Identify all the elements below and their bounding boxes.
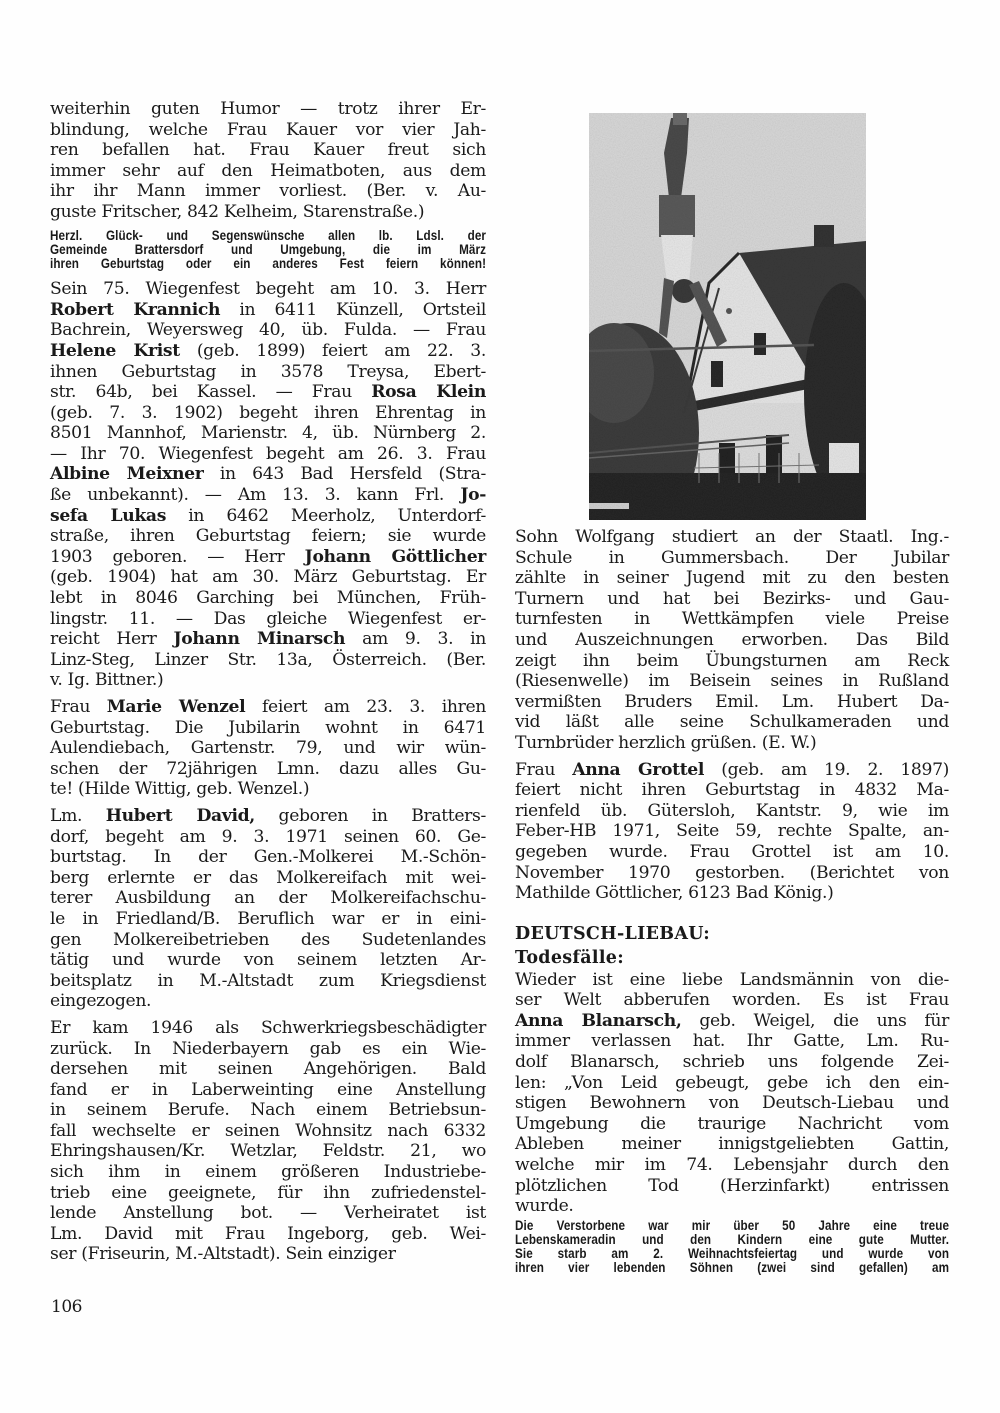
text-line: und Auszeichnungen erworben. Das Bild: [515, 629, 949, 650]
text-line: [50, 991, 486, 1012]
text-line: [515, 863, 949, 884]
text-line: Er kam 1946 als Schwerkriegsbeschädigter: [50, 1017, 486, 1038]
text-run: le in Friedland/B. Beruflich war er in eini-: [50, 908, 486, 929]
paragraph-hubert-david-continued: [50, 1018, 486, 1265]
section-heading-deutsch-liebau: DEUTSCH-LIEBAU:: [515, 923, 710, 944]
person-name-bold: Rosa Klein: [371, 382, 486, 403]
photo-image-icon: [589, 113, 866, 520]
text-run: gen Molkereibetrieben des Sudetenlandes: [50, 929, 486, 950]
text-run: ser Welt abberufen worden. Es ist Frau: [515, 990, 949, 1011]
text-line: fand er in Laberweinting eine Anstellung: [50, 1079, 486, 1100]
text-line: [50, 868, 486, 889]
text-line: guste Fritscher, 842 Kelheim, Starenstraße.): [50, 201, 425, 222]
text-run: Linz-Steg, Linzer Str. 13a, Österreich. (Ber.: [50, 649, 486, 670]
text-line: Sohn Wolfgang studiert an der Staatl. Ing.-: [515, 527, 949, 547]
text-line: [50, 909, 486, 930]
text-line: [50, 485, 486, 506]
text-line: [50, 423, 486, 444]
text-run: immer verlassen hat. Ihr Gatte, Lm. Ru-: [515, 1031, 949, 1052]
text-line: [50, 718, 486, 739]
text-run: Wieder ist eine liebe Landsmännin von die-: [515, 969, 949, 990]
paragraph-anna-grottel: [515, 760, 949, 904]
text-line: [50, 779, 486, 800]
text-line: [50, 444, 486, 465]
text-line: ren befallen hat. Frau Kauer freut sich: [50, 140, 486, 161]
text-line: [515, 883, 949, 904]
text-run: dolf Blanarsch, schrieb uns folgende Zei-: [515, 1052, 949, 1073]
text-line: fall wechselte er seinen Wohnsitz nach 6332: [50, 1120, 486, 1141]
text-line: [515, 821, 949, 842]
paragraph-son-wolfgang: [515, 527, 949, 754]
person-name-bold: Helene Krist: [50, 340, 180, 361]
text-run: (geb. 1904) hat am 30. März Geburtstag. Er: [50, 567, 486, 588]
paragraph-hubert-david: [50, 806, 486, 1012]
text-line: [50, 547, 486, 568]
text-run: feiert nicht ihren Geburtstag in 4832 Ma-: [515, 780, 949, 801]
paragraph-birthdays-list: [50, 279, 486, 691]
text-run: rienfeld üb. Gütersloh, Kantstr. 9, wie im: [515, 800, 949, 821]
text-line: [50, 847, 486, 868]
text-run: (geb. 7. 3. 1902) begeht ihren Ehrentag in: [50, 402, 486, 423]
text-run: — Ihr 70. Wiegenfest begeht am 26. 3. Frau: [50, 443, 486, 464]
text-run: am 9. 3. in: [345, 629, 487, 650]
text-line: [50, 464, 486, 485]
text-run: plötzlichen Tod (Herzinfarkt) entrissen: [515, 1175, 949, 1196]
text-line: ihr ihr Mann immer vorliest. (Ber. v. Au-: [50, 181, 486, 202]
text-line: [515, 760, 949, 781]
text-line: [50, 506, 486, 527]
text-line: immer sehr auf den Heimatboten, aus dem: [50, 160, 486, 181]
subsection-heading-todesfaelle: Todesfälle:: [515, 947, 624, 968]
text-run: Bachrein, Weyersweg 40, üb. Fulda. — Frau: [50, 320, 486, 341]
text-line: [50, 650, 486, 671]
text-line: [50, 382, 486, 403]
text-run: 8501 Mannhof, Marienstr. 4, üb. Nürnberg 2.: [50, 423, 486, 444]
text-run: lebt in 8046 Garching bei München, Früh-: [50, 588, 486, 609]
text-line: vermißten Bruders Emil. Lm. Hubert Da-: [515, 691, 949, 712]
left-column: [50, 99, 486, 1271]
text-run: berg erlernte er das Molkereifach mit wei-: [50, 867, 486, 888]
text-line: Herzl. Glück- und Segenswünsche allen lb. Ldsl. der: [50, 227, 487, 243]
text-run: November 1970 gestorben. (Berichtet von: [515, 862, 949, 883]
text-line: weiterhin guten Humor — trotz ihrer Er-: [50, 99, 486, 119]
text-run: reicht Herr: [50, 629, 174, 650]
text-line: Turnern und hat bei Bezirks- und Gau-: [515, 588, 949, 609]
text-run: str. 64b, bei Kassel. — Frau: [50, 382, 372, 403]
photo-gymnast-on-high-bar: [589, 113, 866, 520]
text-run: (geb. 1899) feiert am 22. 3.: [179, 340, 486, 361]
text-line: [515, 1134, 949, 1155]
text-line: [50, 279, 486, 300]
text-line: (Riesenwelle) im Beisein seines in Rußland: [515, 671, 949, 692]
text-line: [50, 759, 486, 780]
text-line: [50, 567, 486, 588]
page-number: 106: [51, 1297, 82, 1317]
person-name-bold: Robert Krannich: [50, 299, 221, 320]
person-name-bold: Marie Wenzel: [106, 697, 246, 717]
paragraph-anna-blanarsch: [515, 970, 949, 1217]
text-line: zurück. In Niederbayern gab es ein Wie-: [50, 1038, 486, 1059]
text-run: te! (Hilde Wittig, geb. Wenzel.): [50, 779, 310, 800]
note-blanarsch-obituary: [515, 1219, 949, 1276]
text-line: [515, 801, 949, 822]
text-line: [515, 1155, 949, 1176]
text-line: [515, 970, 949, 991]
text-run: in 6411 Künzell, Ortsteil: [220, 299, 487, 320]
text-line: Schule in Gummersbach. Der Jubilar: [515, 547, 949, 568]
text-run: wurde.: [515, 1196, 574, 1217]
text-line: [50, 609, 486, 630]
text-run: geb. Weigel, die uns für: [681, 1010, 949, 1031]
text-run: eingezogen.: [50, 991, 152, 1012]
text-line: Sie starb am 2. Weihnachtsfeiertag und wurde von: [515, 1246, 950, 1262]
text-run: burtstag. In der Gen.-Molkerei M.-Schön-: [50, 847, 486, 868]
text-run: Feber-HB 1971, Seite 59, rechte Spalte, an-: [515, 821, 949, 842]
text-run: Aulendiebach, Gartenstr. 79, und wir wün-: [50, 738, 486, 759]
text-run: (geb. am 19. 2. 1897): [704, 759, 950, 780]
text-line: [50, 888, 486, 909]
text-run: Lm.: [50, 805, 106, 826]
text-line: [515, 1176, 949, 1197]
text-line: [515, 1052, 949, 1073]
text-line: ihren Geburtstag oder ein anderes Fest feiern können!: [50, 255, 487, 271]
text-line: [50, 950, 486, 971]
text-line: [50, 300, 486, 321]
text-run: dorf, begeht am 9. 3. 1971 seinen 60. Ge-: [50, 826, 486, 847]
text-line: zeigt ihn beim Übungsturnen am Reck: [515, 650, 949, 671]
person-name-bold: Anna Grottel: [572, 759, 705, 780]
text-run: in 6462 Meerholz, Unterdorf-: [166, 505, 486, 526]
text-run: gegeben wurde. Frau Grottel ist am 10.: [515, 841, 949, 862]
text-line: [50, 403, 486, 424]
text-run: ihnen Geburtstag in 3578 Treysa, Ebert-: [50, 361, 486, 382]
text-run: Frau: [50, 697, 107, 717]
text-run: welche mir im 74. Lebensjahr durch den: [515, 1155, 949, 1176]
text-line: [515, 1196, 949, 1217]
text-line: [50, 526, 486, 547]
text-run: Umgebung die traurige Nachricht vom: [515, 1113, 949, 1134]
text-line: dersehen mit seinen Angehörigen. Bald: [50, 1059, 486, 1080]
text-run: geboren in Bratters-: [254, 805, 486, 826]
text-line: [50, 588, 486, 609]
person-name-bold: Jo-: [460, 485, 486, 506]
person-name-bold: Johann Minarsch: [173, 629, 346, 650]
text-line: [50, 806, 486, 827]
text-run: 1903 geboren. — Herr: [50, 546, 305, 567]
text-line: Lebenskameradin und den Kindern eine gute Mutter.: [515, 1232, 950, 1247]
text-line: ihren vier lebenden Söhnen (zwei sind gefallen) am: [515, 1260, 950, 1276]
text-line: [50, 930, 486, 951]
person-name-bold: Anna Blanarsch,: [515, 1010, 682, 1031]
text-line: lende Anstellung bot. — Verheiratet ist: [50, 1203, 486, 1224]
text-line: [515, 990, 949, 1011]
text-line: [515, 842, 949, 863]
text-run: Frau: [515, 759, 573, 780]
text-run: terer Ausbildung an der Molkereifachschu-: [50, 888, 486, 909]
text-run: len: „Von Leid gebeugt, gebe ich den ein-: [515, 1072, 949, 1093]
text-line: [515, 1031, 949, 1052]
person-name-bold: Hubert David,: [105, 805, 255, 826]
text-run: schen der 72jährigen Lmn. dazu alles Gu-: [50, 758, 486, 779]
text-line: Turnbrüder herzlich grüßen. (E. W.): [515, 732, 817, 753]
text-run: stigen Bewohnern von Deutsch-Liebau und: [515, 1093, 949, 1114]
text-run: in 643 Bad Hersfeld (Stra-: [203, 464, 486, 485]
text-line: ser (Friseurin, M.-Altstadt). Sein einziger: [50, 1244, 396, 1265]
text-line: [515, 1093, 949, 1114]
text-line: vid läßt alle seine Schulkameraden und: [515, 712, 949, 733]
text-run: beitsplatz in M.-Altstadt zum Kriegsdienst: [50, 970, 486, 991]
right-column: [515, 527, 949, 1284]
text-line: zählte in seiner Jugend mit zu den besten: [515, 568, 949, 589]
text-line: Lm. David mit Frau Ingeborg, geb. Wei-: [50, 1223, 486, 1244]
text-run: tätig und wurde von seinem letzten Ar-: [50, 950, 486, 971]
text-line: blindung, welche Frau Kauer vor vier Jah-: [50, 119, 486, 140]
text-line: sich ihm in einem größeren Industriebe-: [50, 1162, 486, 1183]
text-line: [50, 738, 486, 759]
text-line: [50, 827, 486, 848]
text-line: [50, 971, 486, 992]
text-line: Die Verstorbene war mir über 50 Jahre eine treue: [515, 1217, 950, 1233]
greeting-note-brattersdorf: [50, 229, 486, 272]
text-line: Gemeinde Brattersdorf und Umgebung, die im März: [50, 241, 487, 257]
text-run: feiert am 23. 3. ihren: [245, 697, 486, 717]
text-run: Ableben meiner innigstgeliebten Gattin,: [515, 1134, 949, 1155]
text-line: [515, 780, 949, 801]
text-run: straße, ihren Geburtstag feiern; sie wurde: [50, 526, 486, 547]
text-line: Ehringshausen/Kr. Wetzlar, Feldstr. 21, wo: [50, 1141, 486, 1162]
text-line: [50, 697, 486, 718]
text-run: ße unbekannt). — Am 13. 3. kann Frl.: [50, 485, 461, 506]
person-name-bold: Johann Göttlicher: [304, 546, 486, 567]
text-run: lingstr. 11. — Das gleiche Wiegenfest er-: [50, 608, 486, 629]
text-line: [50, 362, 486, 383]
person-name-bold: Albine Meixner: [50, 464, 204, 485]
text-line: [50, 320, 486, 341]
text-line: in seinem Berufe. Nach einem Betriebsun-: [50, 1100, 486, 1121]
text-run: Geburtstag. Die Jubilarin wohnt in 6471: [50, 717, 486, 738]
text-line: trieb eine geeignete, für ihn zufriedenstel-: [50, 1182, 486, 1203]
text-line: [50, 670, 486, 691]
text-run: Mathilde Göttlicher, 6123 Bad König.): [515, 883, 834, 904]
text-run: Sein 75. Wiegenfest begeht am 10. 3. Herr: [50, 279, 486, 300]
text-line: [515, 1073, 949, 1094]
person-name-bold: sefa Lukas: [50, 505, 167, 526]
text-run: v. Ig. Bittner.): [50, 670, 164, 691]
text-line: [50, 341, 486, 362]
text-line: [515, 1114, 949, 1135]
text-line: turnfesten in Wettkämpfen viele Preise: [515, 609, 949, 630]
paragraph-kauer-humor: [50, 99, 486, 223]
paragraph-marie-wenzel: [50, 697, 486, 800]
text-line: [515, 1011, 949, 1032]
text-line: [50, 629, 486, 650]
